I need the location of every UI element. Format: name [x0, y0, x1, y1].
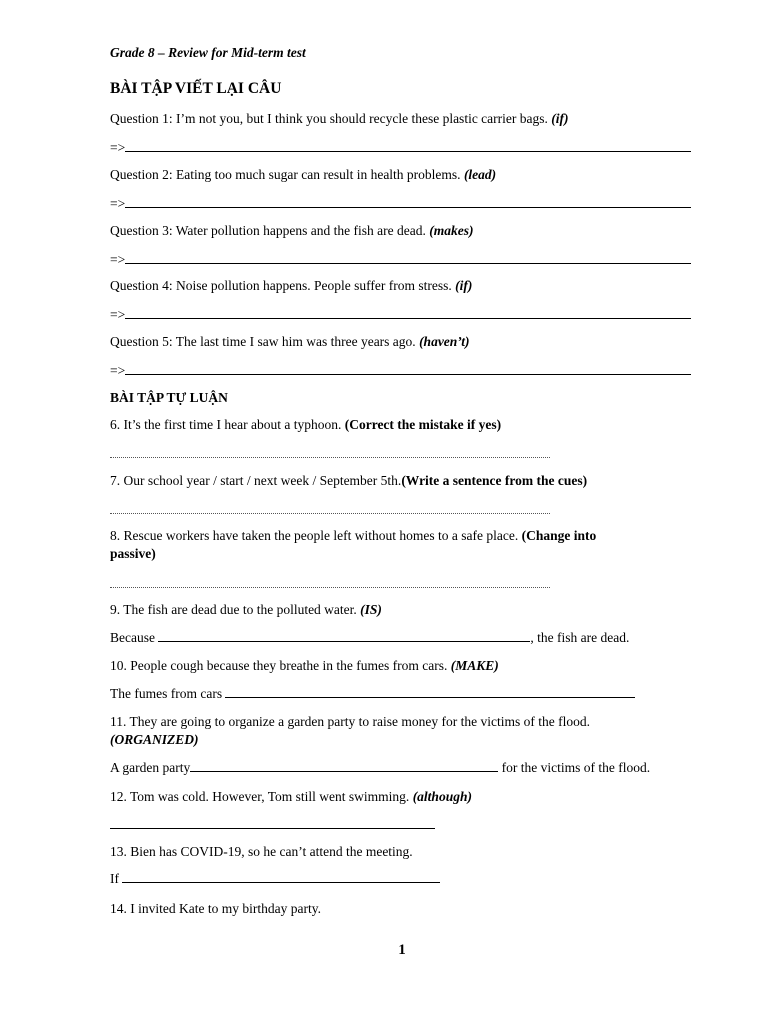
- question-10: [110, 657, 499, 675]
- document-header: Grade 8 – Review for Mid-term test: [110, 45, 306, 60]
- question-1-text: Question 1: I’m not you, but I think you should recycle these plastic carrier bags.: [110, 111, 548, 126]
- question-12: [110, 788, 472, 806]
- dotted-answer-line-7[interactable]: [110, 501, 550, 514]
- answer-blank[interactable]: [125, 139, 691, 152]
- answer-line-9[interactable]: [110, 629, 629, 647]
- question-7-hint: (Write a sentence from the cues): [401, 473, 588, 488]
- question-5-text: Question 5: The last time I saw him was three years ago.: [110, 334, 416, 349]
- answer-9-prefix: Because: [110, 630, 155, 645]
- question-1: [110, 110, 569, 128]
- question-6-hint: (Correct the mistake if yes): [344, 417, 502, 432]
- answer-line-11[interactable]: [110, 759, 650, 777]
- question-11-text: 11. They are going to organize a garden party to raise money for the victims of the flood.: [110, 714, 590, 729]
- answer-line-3[interactable]: [110, 251, 691, 269]
- answer-blank[interactable]: [225, 685, 635, 698]
- question-1-hint: (if): [551, 111, 569, 126]
- question-3-text: Question 3: Water pollution happens and the fish are dead.: [110, 223, 426, 238]
- question-8-text: 8. Rescue workers have taken the people left without homes to a safe place.: [110, 528, 519, 543]
- question-3-hint: (makes): [429, 223, 474, 238]
- answer-blank[interactable]: [122, 870, 440, 883]
- answer-arrow: =>: [110, 363, 126, 378]
- page-number: 1: [398, 942, 406, 958]
- answer-line-5[interactable]: [110, 362, 691, 380]
- question-5: [110, 333, 470, 351]
- answer-line-13[interactable]: [110, 870, 440, 888]
- question-4: [110, 277, 472, 295]
- question-11: [110, 713, 590, 731]
- question-2-text: Question 2: Eating too much sugar can result in health problems.: [110, 167, 461, 182]
- question-5-hint: (haven’t): [419, 334, 470, 349]
- answer-blank[interactable]: [125, 251, 691, 264]
- answer-13-prefix: If: [110, 871, 119, 886]
- answer-9-suffix: , the fish are dead.: [530, 630, 630, 645]
- answer-blank[interactable]: [110, 816, 435, 829]
- answer-arrow: =>: [110, 307, 126, 322]
- question-6-text: 6. It’s the first time I hear about a typhoon.: [110, 417, 342, 432]
- question-10-text: 10. People cough because they breathe in the fumes from cars.: [110, 658, 448, 673]
- answer-arrow: =>: [110, 140, 126, 155]
- answer-line-4[interactable]: [110, 306, 691, 324]
- answer-blank[interactable]: [158, 629, 530, 642]
- question-8-hint: (Change into: [521, 528, 597, 543]
- question-8: [110, 527, 596, 545]
- question-4-text: Question 4: Noise pollution happens. People suffer from stress.: [110, 278, 452, 293]
- answer-blank[interactable]: [190, 759, 498, 772]
- answer-line-1[interactable]: [110, 139, 691, 157]
- question-4-hint: (if): [455, 278, 473, 293]
- question-7: [110, 472, 587, 490]
- question-9-text: 9. The fish are dead due to the polluted water.: [110, 602, 357, 617]
- question-11-hint: (ORGANIZED): [110, 732, 199, 747]
- question-12-hint: (although): [412, 789, 472, 804]
- answer-10-prefix: The fumes from cars: [110, 686, 223, 701]
- question-13: [110, 843, 413, 861]
- question-8-hint-cont: passive): [110, 546, 156, 561]
- question-9-hint: (IS): [360, 602, 382, 617]
- question-12-text: 12. Tom was cold. However, Tom still went swimming.: [110, 789, 410, 804]
- answer-line-12[interactable]: [110, 816, 435, 834]
- section1-title: BÀI TẬP VIẾT LẠI CÂU: [110, 80, 282, 97]
- answer-11-suffix: for the victims of the flood.: [501, 760, 651, 775]
- dotted-answer-line-6[interactable]: [110, 445, 550, 458]
- question-3: [110, 222, 473, 240]
- question-6: [110, 416, 501, 434]
- question-2-hint: (lead): [463, 167, 497, 182]
- answer-arrow: =>: [110, 196, 126, 211]
- question-14: [110, 900, 321, 918]
- section2-title: BÀI TẬP TỰ LUẬN: [110, 390, 228, 405]
- answer-blank[interactable]: [125, 362, 691, 375]
- question-10-hint: (MAKE): [450, 658, 499, 673]
- question-13-text: 13. Bien has COVID-19, so he can’t attend the meeting.: [110, 844, 413, 859]
- answer-11-prefix: A garden party: [110, 760, 191, 775]
- question-14-text: 14. I invited Kate to my birthday party.: [110, 901, 321, 916]
- answer-blank[interactable]: [125, 306, 691, 319]
- answer-arrow: =>: [110, 252, 126, 267]
- answer-line-2[interactable]: [110, 195, 691, 213]
- question-2: [110, 166, 496, 184]
- dotted-answer-line-8[interactable]: [110, 575, 550, 588]
- question-7-text: 7. Our school year / start / next week / September 5th.: [110, 473, 402, 488]
- answer-line-10[interactable]: [110, 685, 635, 703]
- question-9: [110, 601, 382, 619]
- answer-blank[interactable]: [125, 195, 691, 208]
